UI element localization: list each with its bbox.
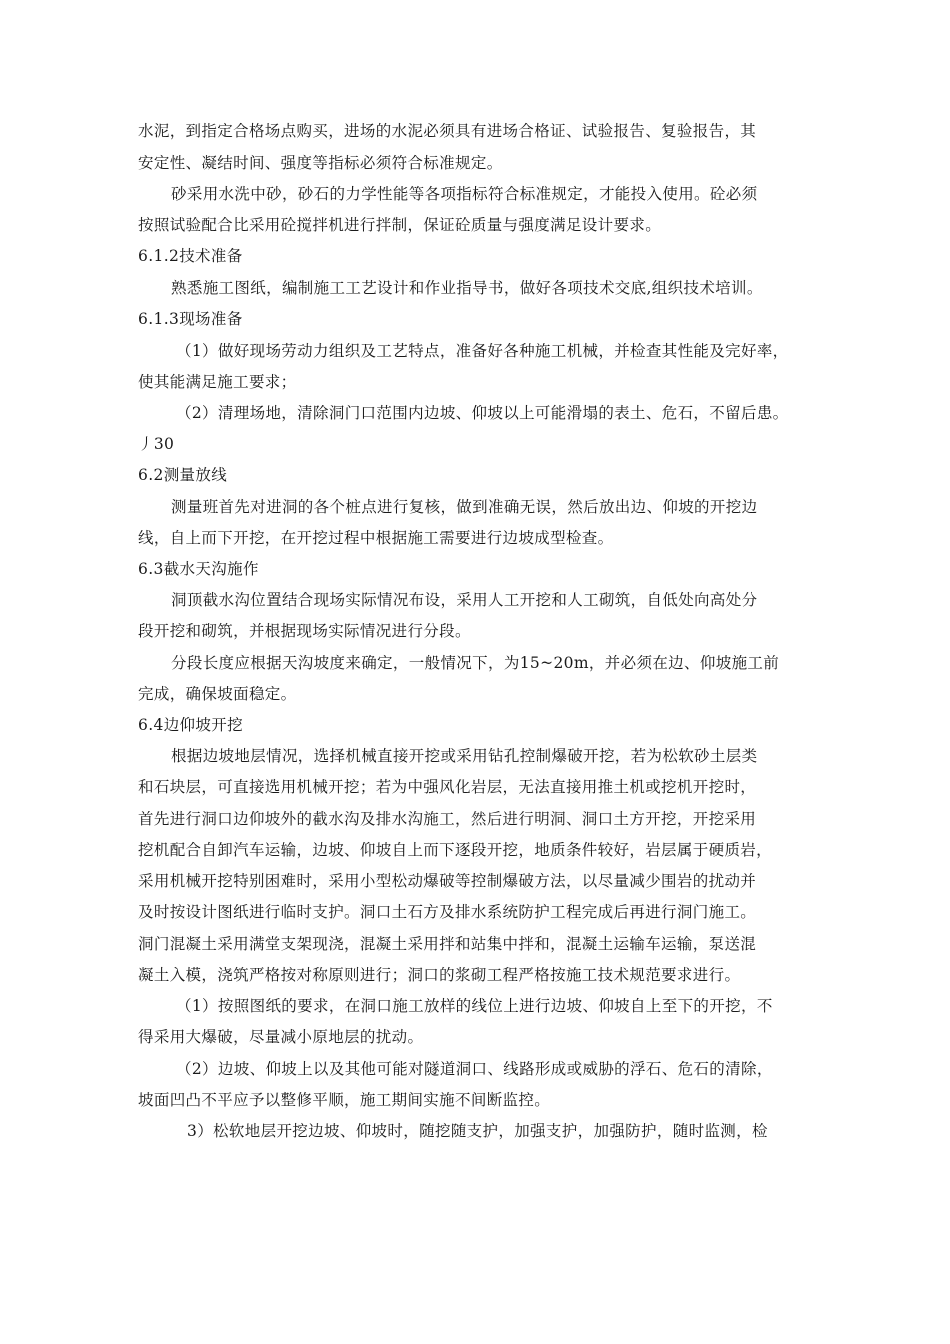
text-line: 安定性、凝结时间、强度等指标必须符合标准规定。: [138, 154, 503, 172]
text-line: 根据边坡地层情况，选择机械直接开挖或采用钻孔控制爆破开挖，若为松软砂土层类: [171, 747, 758, 765]
text-line: 完成，确保坡面稳定。: [138, 685, 297, 703]
text-line: 凝土入模，浇筑严格按对称原则进行；洞口的浆砌工程严格按施工技术规范要求进行。: [138, 966, 741, 984]
text-line: 分段长度应根据天沟坡度来确定，一般情况下，为15~20m，并必须在边、仰坡施工前: [171, 654, 780, 672]
section-heading: 6.1.2技术准备: [138, 247, 243, 265]
section-heading: 6.3截水天沟施作: [138, 560, 259, 578]
text-line: 线，自上而下开挖，在开挖过程中根据施工需要进行边坡成型检查。: [138, 529, 614, 547]
text-line: 丿30: [138, 435, 175, 453]
text-line: 得采用大爆破，尽量减小原地层的扰动。: [138, 1028, 424, 1046]
text-line: 熟悉施工图纸，编制施工工艺设计和作业指导书，做好各项技术交底,组织技术培训。: [171, 279, 763, 297]
text-line: 3）松软地层开挖边坡、仰坡时，随挖随支护，加强支护，加强防护，随时监测，检: [187, 1122, 768, 1140]
text-line: 按照试验配合比采用砼搅拌机进行拌制，保证砼质量与强度满足设计要求。: [138, 216, 662, 234]
text-line: 和石块层，可直接选用机械开挖；若为中强风化岩层，无法直接用推土机或挖机开挖时，: [138, 778, 757, 796]
text-line: 砂采用水洗中砂，砂石的力学性能等各项指标符合标准规定，才能投入使用。砼必须: [171, 185, 758, 203]
section-heading: 6.4边仰坡开挖: [138, 716, 243, 734]
text-line: 水泥，到指定合格场点购买，进场的水泥必须具有进场合格证、试验报告、复验报告，其: [138, 122, 757, 140]
text-line: 使其能满足施工要求；: [138, 373, 297, 391]
text-line: （1）按照图纸的要求，在洞口施工放样的线位上进行边坡、仰坡自上至下的开挖，不: [176, 997, 773, 1015]
section-heading: 6.2测量放线: [138, 466, 228, 484]
text-line: （1）做好现场劳动力组织及工艺特点，准备好各种施工机械，并检查其性能及完好率，: [176, 342, 789, 360]
text-line: 采用机械开挖特别困难时，采用小型松动爆破等控制爆破方法，以尽量减少围岩的扰动并: [138, 872, 757, 890]
text-line: 首先进行洞口边仰坡外的截水沟及排水沟施工，然后进行明洞、洞口土方开挖，开挖采用: [138, 810, 757, 828]
section-heading: 6.1.3现场准备: [138, 310, 243, 328]
text-line: 及时按设计图纸进行临时支护。洞口土石方及排水系统防护工程完成后再进行洞门施工。: [138, 903, 757, 921]
text-line: 挖机配合自卸汽车运输，边坡、仰坡自上而下逐段开挖，地质条件较好，岩层属于硬质岩，: [138, 841, 773, 859]
text-line: 坡面凹凸不平应予以整修平顺，施工期间实施不间断监控。: [138, 1091, 551, 1109]
text-line: 洞顶截水沟位置结合现场实际情况布设，采用人工开挖和人工砌筑，自低处向高处分: [171, 591, 758, 609]
text-line: 段开挖和砌筑，并根据现场实际情况进行分段。: [138, 622, 471, 640]
text-line: 测量班首先对进洞的各个桩点进行复核，做到准确无误，然后放出边、仰坡的开挖边: [171, 498, 758, 516]
text-line: （2）清理场地，清除洞门口范围内边坡、仰坡以上可能滑塌的表土、危石，不留后患。: [176, 404, 789, 422]
text-line: （2）边坡、仰坡上以及其他可能对隧道洞口、线路形成或威胁的浮石、危石的清除，: [176, 1060, 773, 1078]
text-line: 洞门混凝土采用满堂支架现浇，混凝土采用拌和站集中拌和，混凝土运输车运输，泵送混: [138, 935, 757, 953]
